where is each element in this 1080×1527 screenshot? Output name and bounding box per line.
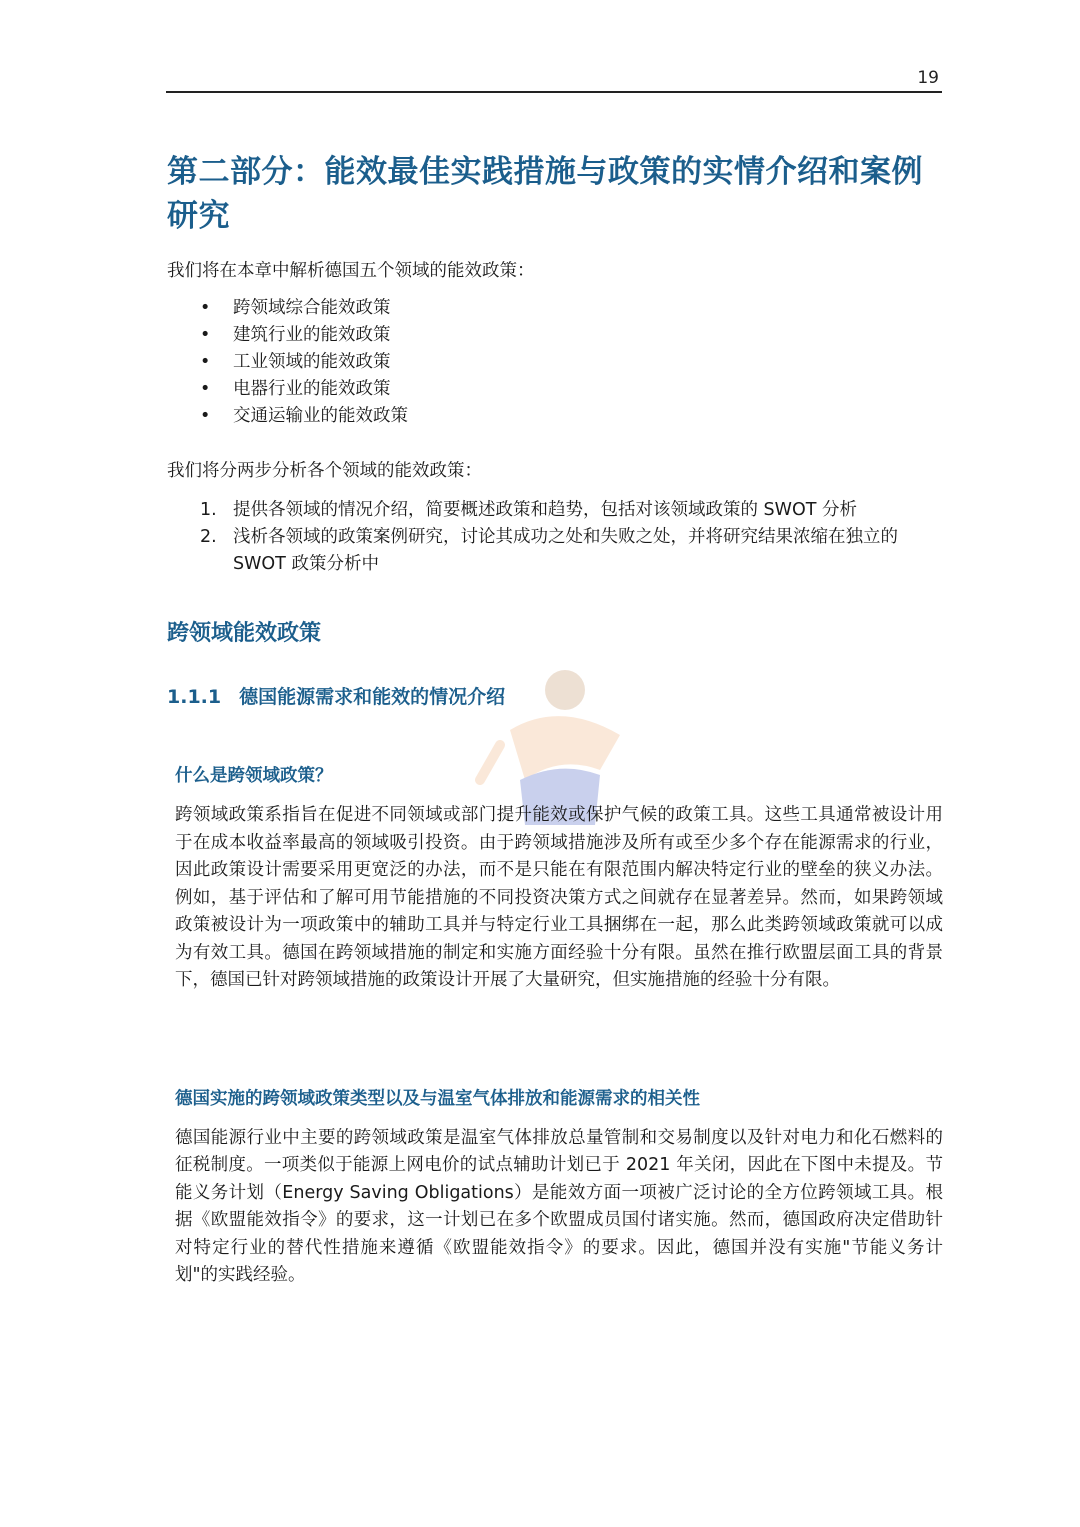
list-item-label: 交通运输业的能效政策	[233, 406, 408, 426]
section-title: 跨领域能效政策	[167, 621, 322, 646]
subsection-number: 1.1.1	[167, 686, 222, 708]
bullet: •	[200, 406, 211, 426]
domain-list	[167, 295, 943, 430]
question-heading: 什么是跨领域政策？	[175, 766, 333, 786]
list-item-label: 工业领域的能效政策	[233, 352, 391, 372]
page-number: 19	[917, 68, 939, 88]
list-item-label: 跨领域综合能效政策	[233, 298, 391, 318]
header-rule	[166, 91, 942, 93]
part-title: 第二部分：能效最佳实践措施与政策的实情介绍和案例研究	[167, 154, 923, 234]
subsection-title	[167, 682, 943, 712]
subheading: 德国实施的跨领域政策类型以及与温室气体排放和能源需求的相关性	[175, 1088, 700, 1109]
steps-list	[167, 497, 943, 578]
page-content	[167, 150, 943, 1290]
bullet: •	[200, 298, 211, 318]
step-text: 提供各领域的情况介绍，简要概述政策和趋势，包括对该领域政策的 SWOT 分析	[233, 500, 857, 520]
list-item-label: 建筑行业的能效政策	[233, 325, 391, 345]
body-paragraph: 跨领域政策系指旨在促进不同领域或部门提升能效或保护气候的政策工具。这些工具通常被设计用于在成本收益率最高的领域吸引投资。由于跨领域措施涉及所有或至少多个存在能源需求的行业，因此政策设计需要采用更宽泛的办法，而不是只能在有限范围内解决特定行业的壁垒的狭义办法。例如，基于评估和了解可用节能措施的不同投资决策方式之间就存在显著差异。然而，如果跨领域政策被设计为一项政策中的辅助工具并与特定行业工具捆绑在一起，那么此类跨领域政策就可以成为有效工具。德国在跨领域措施的制定和实施方面经验十分有限。虽然在推行欧盟层面工具的背景下，德国已针对跨领域措施的政策设计开展了大量研究，但实施措施的经验十分有限。	[175, 805, 943, 990]
list-item	[167, 403, 943, 430]
intro-text: 我们将在本章中解析德国五个领域的能效政策：	[167, 261, 535, 281]
bullet: •	[200, 352, 211, 372]
body-paragraph: 德国能源行业中主要的跨领域政策是温室气体排放总量管制和交易制度以及针对电力和化石燃料的征税制度。一项类似于能源上网电价的试点辅助计划已于 2021 年关闭，因此在下图中未提及。节能义务计划（Energy Saving Obligations）是能效方面一项被广泛讨论的全方位跨领域工具。根据《欧盟能效指令》的要求，这一计划已在多个欧盟成员国付诸实施。然而，德国政府决定借助针对特定行业的替代性措施来遵循《欧盟能效指令》的要求。因此，德国并没有实施"节能义务计划"的实践经验。	[175, 1127, 943, 1285]
list-item	[167, 349, 943, 376]
step-item	[167, 497, 943, 524]
list-item	[167, 322, 943, 349]
subsection-label: 德国能源需求和能效的情况介绍	[239, 686, 506, 708]
list-item	[167, 295, 943, 322]
list-item	[167, 376, 943, 403]
step-number: 1.	[200, 500, 217, 520]
bullet: •	[200, 379, 211, 399]
step-number: 2.	[200, 527, 217, 547]
list-item-label: 电器行业的能效政策	[233, 379, 391, 399]
bullet: •	[200, 325, 211, 345]
step-text: 浅析各领域的政策案例研究，讨论其成功之处和失败之处，并将研究结果浓缩在独立的 SWOT 政策分析中	[233, 527, 898, 574]
step-item	[167, 524, 943, 578]
steps-intro-text: 我们将分两步分析各个领域的能效政策：	[167, 461, 482, 481]
